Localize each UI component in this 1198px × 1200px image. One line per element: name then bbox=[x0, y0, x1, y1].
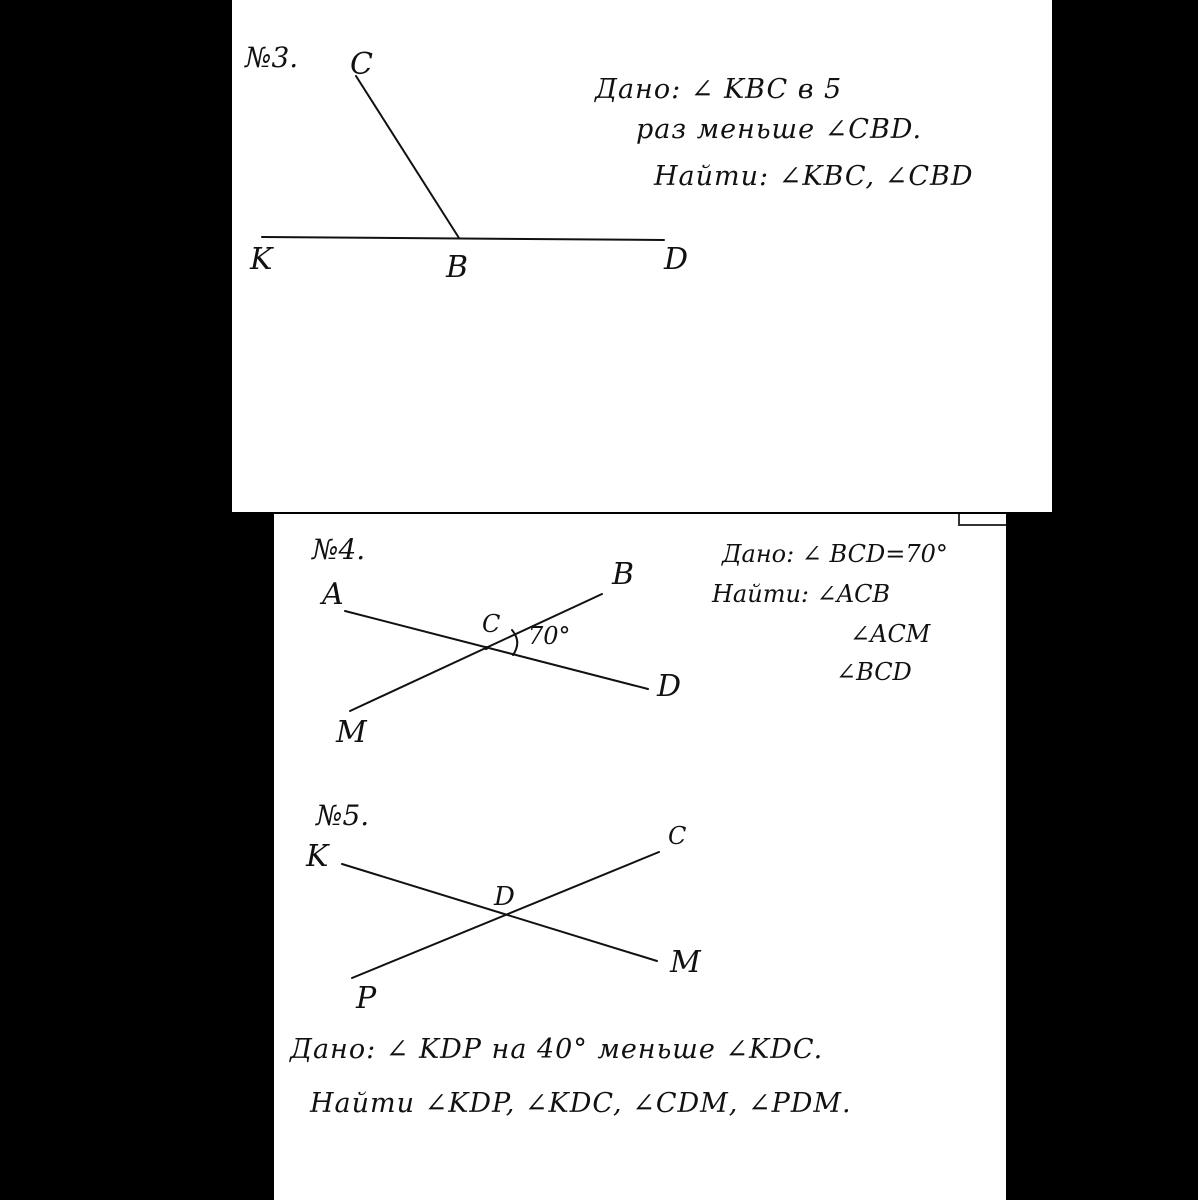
line-mb bbox=[350, 594, 602, 711]
find-line: Найти: ∠KBC, ∠CBD bbox=[654, 161, 974, 192]
point-k-label: K bbox=[306, 839, 329, 874]
point-b-label: B bbox=[612, 557, 635, 592]
point-k-label: K bbox=[250, 242, 273, 277]
angle-value-label: 70° bbox=[528, 622, 571, 650]
point-m-label: M bbox=[336, 715, 367, 750]
ray-bk-bd bbox=[262, 237, 664, 240]
find-line-3: ∠BCD bbox=[836, 658, 912, 686]
problem-4-number: №4. bbox=[312, 533, 366, 566]
given-line-1: Дано: ∠ KBC в 5 bbox=[595, 74, 843, 105]
line-km bbox=[342, 864, 657, 961]
point-c-label: C bbox=[350, 47, 373, 82]
problem-5-number: №5. bbox=[316, 799, 370, 832]
point-a-label: A bbox=[322, 577, 344, 612]
given-line: Дано: ∠ KDP на 40° меньше ∠KDC. bbox=[290, 1034, 824, 1065]
point-c-label: C bbox=[668, 822, 687, 850]
point-d-label: D bbox=[494, 882, 515, 912]
point-c-label: C bbox=[482, 610, 501, 638]
given-line-2: раз меньше ∠CBD. bbox=[636, 114, 923, 145]
point-p-label: P bbox=[356, 981, 377, 1016]
point-d-label: D bbox=[657, 669, 682, 704]
given-line: Дано: ∠ BCD=70° bbox=[722, 540, 948, 568]
point-m-label: M bbox=[670, 945, 701, 980]
dot-c-p4 bbox=[484, 646, 488, 650]
line-pc bbox=[352, 852, 659, 978]
find-line: Найти ∠KDP, ∠KDC, ∠CDM, ∠PDM. bbox=[310, 1088, 852, 1119]
point-b-label: B bbox=[446, 250, 469, 285]
point-d-label: D bbox=[664, 242, 689, 277]
find-line-1: Найти: ∠ACB bbox=[712, 580, 891, 608]
find-line-2: ∠ACM bbox=[850, 620, 931, 648]
ray-bc bbox=[356, 76, 459, 238]
problem-3-number: №3. bbox=[245, 41, 299, 74]
